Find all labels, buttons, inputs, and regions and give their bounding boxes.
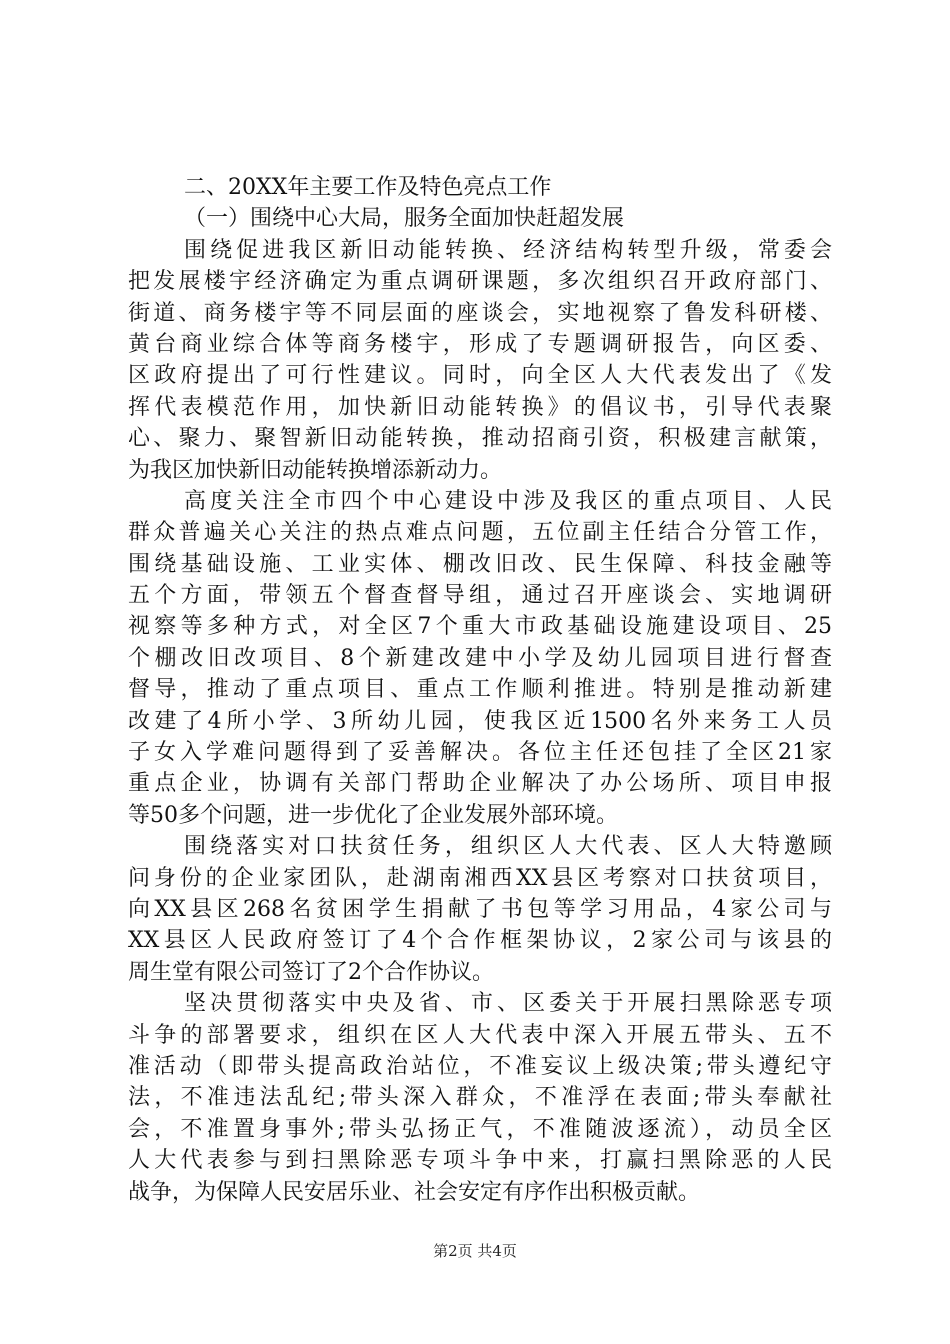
paragraph-line: 群众普遍关心关注的热点难点问题，五位副主任结合分管工作， — [128, 520, 832, 546]
paragraph-line: 问身份的企业家团队，赴湖南湘西XX县区考察对口扶贫项目， — [128, 865, 832, 891]
paragraph-line: 个棚改旧改项目、8个新建改建中小学及幼儿园项目进行督查 — [128, 645, 832, 671]
paragraph-line: 人大代表参与到扫黑除恶专项斗争中来，打赢扫黑除恶的人民 — [128, 1148, 832, 1174]
paragraph — [128, 486, 832, 831]
paragraph-line: 改建了4所小学、3所幼儿园，使我区近1500名外来务工人员 — [128, 708, 832, 734]
paragraph-line: 坚决贯彻落实中央及省、市、区委关于开展扫黑除恶专项 — [184, 991, 832, 1017]
paragraph-line: 斗争的部署要求，组织在区人大代表中深入开展五带头、五不 — [128, 1022, 832, 1048]
paragraph-line: 周生堂有限公司签订了2个合作协议。 — [128, 959, 494, 985]
paragraph-line: 会，不准置身事外;带头弘扬正气，不准随波逐流），动员全区 — [128, 1116, 832, 1142]
paragraph-line: 督导，推动了重点项目、重点工作顺利推进。特别是推动新建 — [128, 677, 832, 703]
paragraph-line: 战争，为保障人民安居乐业、社会安定有序作出积极贡献。 — [128, 1179, 701, 1205]
subsection-heading: （一）围绕中心大局，服务全面加快赶超发展 — [184, 206, 625, 232]
paragraph-line: 黄台商业综合体等商务楼宇，形成了专题调研报告，向区委、 — [128, 331, 832, 357]
paragraph-line: 重点企业，协调有关部门帮助企业解决了办公场所、项目申报 — [128, 771, 832, 797]
document-body — [128, 172, 832, 1208]
paragraph — [128, 831, 832, 988]
paragraph-line: 围绕促进我区新旧动能转换、经济结构转型升级，常委会 — [184, 237, 832, 263]
paragraph — [128, 235, 832, 486]
paragraph-line: 区政府提出了可行性建议。同时，向全区人大代表发出了《发 — [128, 363, 832, 389]
paragraph-line: 把发展楼宇经济确定为重点调研课题，多次组织召开政府部门、 — [128, 269, 832, 295]
paragraph-line: 为我区加快新旧动能转换增添新动力。 — [128, 457, 503, 483]
paragraph-line: 高度关注全市四个中心建设中涉及我区的重点项目、人民 — [184, 488, 832, 514]
paragraph-line: 法，不准违法乱纪;带头深入群众，不准浮在表面;带头奉献社 — [128, 1085, 832, 1111]
paragraph-line: 视察等多种方式，对全区7个重大市政基础设施建设项目、25 — [128, 614, 832, 640]
paragraph-line: 向XX县区268名贫困学生捐献了书包等学习用品，4家公司与 — [128, 896, 832, 922]
paragraph-line: 等50多个问题，进一步优化了企业发展外部环境。 — [128, 802, 618, 828]
paragraph-line: 围绕基础设施、工业实体、棚改旧改、民生保障、科技金融等 — [128, 551, 832, 577]
paragraph — [128, 988, 832, 1208]
paragraph-line: 挥代表模范作用，加快新旧动能转换》的倡议书，引导代表聚 — [128, 394, 832, 420]
page-footer: 第2页 共4页 — [433, 1242, 517, 1260]
paragraph-line: 五个方面，带领五个督查督导组，通过召开座谈会、实地调研 — [128, 583, 832, 609]
section-heading: 二、20XX年主要工作及特色亮点工作 — [184, 175, 552, 200]
paragraph-line: XX县区人民政府签订了4个合作框架协议，2家公司与该县的 — [128, 928, 832, 954]
paragraph-line: 围绕落实对口扶贫任务，组织区人大代表、区人大特邀顾 — [184, 834, 832, 860]
paragraph-line: 准活动（即带头提高政治站位，不准妄议上级决策;带头遵纪守 — [128, 1053, 832, 1079]
paragraph-line: 心、聚力、聚智新旧动能转换，推动招商引资，积极建言献策， — [128, 426, 832, 452]
paragraph-line: 子女入学难问题得到了妥善解决。各位主任还包挂了全区21家 — [128, 740, 832, 766]
paragraph-line: 街道、商务楼宇等不同层面的座谈会，实地视察了鲁发科研楼、 — [128, 300, 832, 326]
